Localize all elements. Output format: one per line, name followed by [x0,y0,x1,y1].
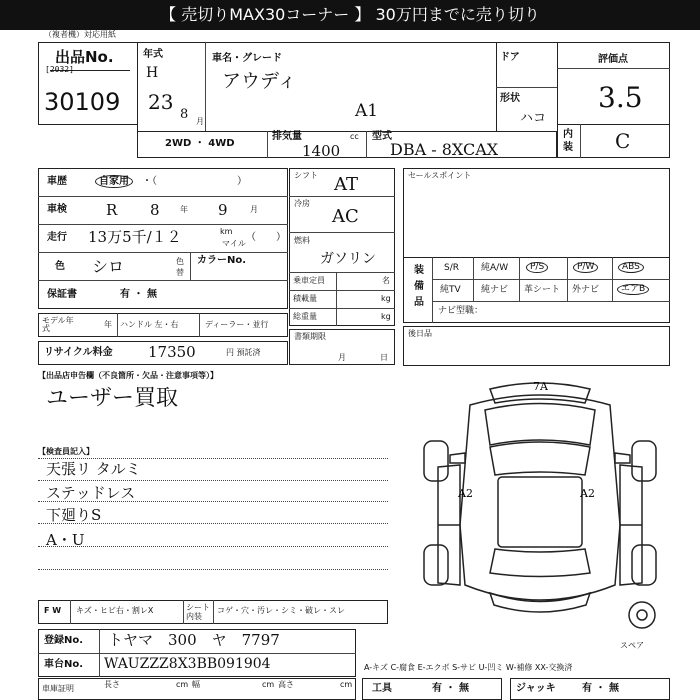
chassis-label: 車台No. [44,659,84,670]
mileage-mile-unit: マイル [222,239,246,248]
sales-point-label: セールスポイント [408,171,472,180]
inspector-note-3: 下廻りS [46,506,102,524]
handle-field: ハンドル 左・右 [120,320,179,329]
score-label: 評価点 [598,54,628,65]
diagram-top-label: 7A [533,380,548,393]
top-note: （複者機）対応用紙 [44,30,116,39]
inspector-notes-label: 【検査員記入】 [38,447,94,456]
jack-options: 有 ・ 無 [582,683,619,694]
model-grade: A1 [355,101,379,121]
inspector-note-1: 天張リ タルミ [46,460,141,478]
displacement-label: 排気量 [272,131,302,142]
equip-ps: P/S [526,262,548,273]
year-era: H [146,65,159,81]
recycle-value: 17350 [148,343,196,361]
type-value: DBA - 8XCAX [390,140,499,159]
shape-label: 形状 [500,93,520,104]
after-date-box [403,326,670,366]
interior-value: C [615,129,631,153]
deadline-label: 書類期限 [294,332,326,341]
fuel-value: ガソリン [320,251,376,267]
model-label: 車名・グレード [212,53,282,64]
equip-abs: ABS [618,262,644,273]
capacity-unit: 名 [382,276,390,285]
mileage-label: 走行 [47,232,67,243]
color-change-label: 色替 [176,257,184,277]
type-label: 型式 [372,131,392,142]
deadline-day: 日 [380,353,388,362]
equip-tv: 純TV [440,285,461,295]
inspection-era: R [106,201,118,219]
after-date-label: 後日品 [408,329,432,338]
color-no-label: カラーNo. [197,255,247,266]
warranty-options: 有 ・ 無 [120,289,157,300]
drive-label: 2WD ・ 4WD [165,138,235,149]
equip-airbag: エアB [617,284,649,295]
inspection-label: 車検 [47,204,67,215]
garage-label: 車庫証明 [42,684,74,693]
legend: A-キズ C-腐食 E-エクボ S-サビ U-凹ミ W-補修 XX-交換済 [364,663,573,672]
history-label: 車歴 [47,176,67,187]
equip-navi: 純ナビ [481,285,509,295]
equip-sr: S/R [444,263,459,273]
tools-options: 有 ・ 無 [432,683,469,694]
diagram-left-label: A2 [458,487,473,500]
equip-pw: P/W [573,262,598,273]
model-name: アウディ [222,70,297,92]
shape-value: ハコ [520,111,547,126]
equipment-label: 装備品 [414,265,424,308]
garage-length: 長さ [104,680,120,689]
model-year-label: モデル年式 [42,316,74,333]
history-rest: ・（ ） [142,176,247,187]
ac-value: AC [332,206,359,227]
year-month-unit: 月 [196,117,204,126]
sheet-flaws: コゲ・穴・汚レ・シミ・破レ・スレ [217,606,345,615]
vehicle-box [137,42,497,132]
inspection-month-unit: 月 [250,205,258,214]
displacement-value: 1400 [302,142,341,160]
gross-unit: kg [381,312,391,321]
gross-label: 総重量 [293,312,317,321]
warranty-label: 保証書 [47,289,77,300]
inspection-month: 9 [218,201,228,219]
chassis-value: WAUZZZ8X3BB091904 [104,656,271,672]
year-label: 年式 [143,49,163,60]
load-label: 積載量 [293,294,317,303]
deadline-month: 月 [338,353,346,362]
inspection-year-unit: 年 [180,205,188,214]
mileage-km-unit: km [220,227,233,236]
seller-notes-label: 【出品店申告欄（不良箇所・欠品・注意事項等）】 [38,371,218,380]
year-month: 8 [180,107,189,122]
load-unit: kg [381,294,391,303]
tools-label: 工具 [372,683,392,694]
capacity-label: 乗車定員 [293,276,325,285]
inspector-note-4: A・U [46,531,85,549]
mileage-paren: （ ） [246,232,286,243]
ac-label: 冷房 [294,199,310,208]
registration-label: 登録No. [44,635,84,646]
fw-label: F W [44,606,62,615]
registration-value: トヤマ 300 ヤ 7797 [108,631,280,649]
color-value: シロ [92,257,125,276]
color-label: 色 [55,261,65,272]
diagram-right-label: A2 [580,487,595,500]
header-banner: 【 売切りMAX30コーナー 】 30万円までに売り切り [0,0,700,30]
history-value: 自家用 [95,175,133,188]
inspection-year: 8 [150,201,160,219]
sheet-label: シート内装 [186,603,210,621]
spare-label: スペア [620,641,644,650]
garage-height: 高さ [278,680,294,689]
garage-length-unit: cm [176,680,189,689]
garage-width-unit: cm [262,680,275,689]
recycle-label: リサイクル料金 [44,347,113,358]
recycle-unit: 円 預託済 [226,348,261,357]
inspector-note-2: ステッドレス [46,484,136,502]
shift-value: AT [334,174,359,195]
jack-label: ジャッキ [516,683,556,694]
seller-notes-text: ユーザー買取 [46,386,179,411]
lot-small-number: [2032] [45,65,74,74]
equip-awheel: 純A/W [481,263,509,273]
fw-flaws: キズ・ヒビ右・割レX [76,606,154,615]
score-value: 3.5 [598,81,643,114]
car-damage-diagram [410,375,670,635]
model-year-unit: 年 [104,320,112,329]
lot-number: 30109 [44,88,121,116]
fuel-label: 燃料 [294,236,310,245]
displacement-unit: cc [350,132,359,141]
equip-ext-navi: 外ナビ [572,285,600,295]
shift-label: シフト [294,171,318,180]
sales-point-box [403,168,670,258]
mileage-value: 13万5千/１２ [88,228,182,246]
dealer-field: ディーラー・並行 [205,320,269,329]
equip-leather: 革シート [524,285,561,295]
interior-label: 内装 [563,129,573,153]
navi-type-label: ナビ型職： [438,306,484,316]
lot-label: 出品No. [55,48,114,66]
door-label: ドア [500,52,520,63]
year-value: 23 [148,90,174,114]
garage-height-unit: cm [340,680,353,689]
garage-width: 幅 [192,680,200,689]
